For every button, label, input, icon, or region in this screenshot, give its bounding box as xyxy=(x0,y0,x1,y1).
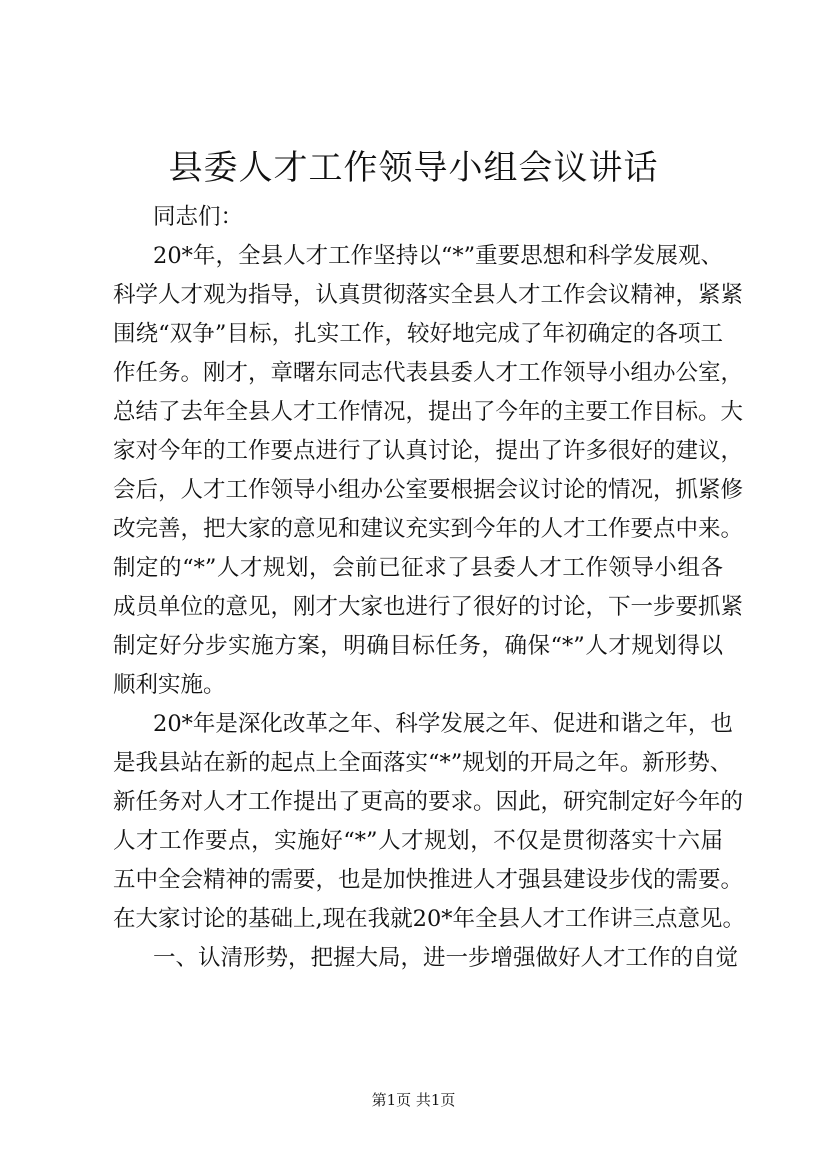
paragraph-3 xyxy=(113,939,739,978)
paragraph-1 xyxy=(113,237,744,705)
paragraph-line: 科学人才观为指导，认真贯彻落实全县人才工作会议精神，紧紧 xyxy=(113,282,744,308)
paragraph-line: 作任务。刚才，章曙东同志代表县委人才工作领导小组办公室， xyxy=(113,360,744,386)
paragraph-line: 在大家讨论的基础上,现在我就20*年全县人才工作讲三点意见。 xyxy=(113,906,746,932)
salutation: 同志们： xyxy=(153,204,244,230)
paragraph-line: 总结了去年全县人才工作情况，提出了今年的主要工作目标。大 xyxy=(113,399,744,425)
paragraph-line: 制定的“*”人才规划，会前已征求了县委人才工作领导小组各 xyxy=(113,555,723,581)
paragraph-line: 20*年是深化改革之年、科学发展之年、促进和谐之年，也 xyxy=(153,711,733,737)
paragraph-2 xyxy=(113,705,746,939)
paragraph-line: 20*年，全县人才工作坚持以“*”重要思想和科学发展观、 xyxy=(153,243,723,269)
paragraph-line: 家对今年的工作要点进行了认真讨论，提出了许多很好的建议， xyxy=(113,438,744,464)
document-title: 县委人才工作领导小组会议讲话 xyxy=(168,148,659,188)
paragraph-line: 一、认清形势，把握大局，进一步增强做好人才工作的自觉 xyxy=(153,945,739,971)
paragraph-line: 五中全会精神的需要，也是加快推进人才强县建设步伐的需要。 xyxy=(113,867,744,893)
paragraph-line: 新任务对人才工作提出了更高的要求。因此，研究制定好今年的 xyxy=(113,789,744,815)
document-body xyxy=(113,198,746,978)
paragraph-line: 顺利实施。 xyxy=(113,672,226,698)
paragraph-line: 人才工作要点，实施好“*”人才规划，不仅是贯彻落实十六届 xyxy=(113,828,723,854)
paragraph-line: 围绕“双争”目标，扎实工作，较好地完成了年初确定的各项工 xyxy=(113,321,723,347)
paragraph-line: 成员单位的意见，刚才大家也进行了很好的讨论，下一步要抓紧 xyxy=(113,594,744,620)
page-number-footer: 第1页 共1页 xyxy=(371,1091,456,1109)
paragraph-line: 会后，人才工作领导小组办公室要根据会议讨论的情况，抓紧修 xyxy=(113,477,744,503)
paragraph-line: 是我县站在新的起点上全面落实“*”规划的开局之年。新形势、 xyxy=(113,750,733,776)
paragraph-line: 改完善，把大家的意见和建议充实到今年的人才工作要点中来。 xyxy=(113,516,744,542)
paragraph-line: 制定好分步实施方案，明确目标任务，确保“*”人才规划得以 xyxy=(113,633,723,659)
